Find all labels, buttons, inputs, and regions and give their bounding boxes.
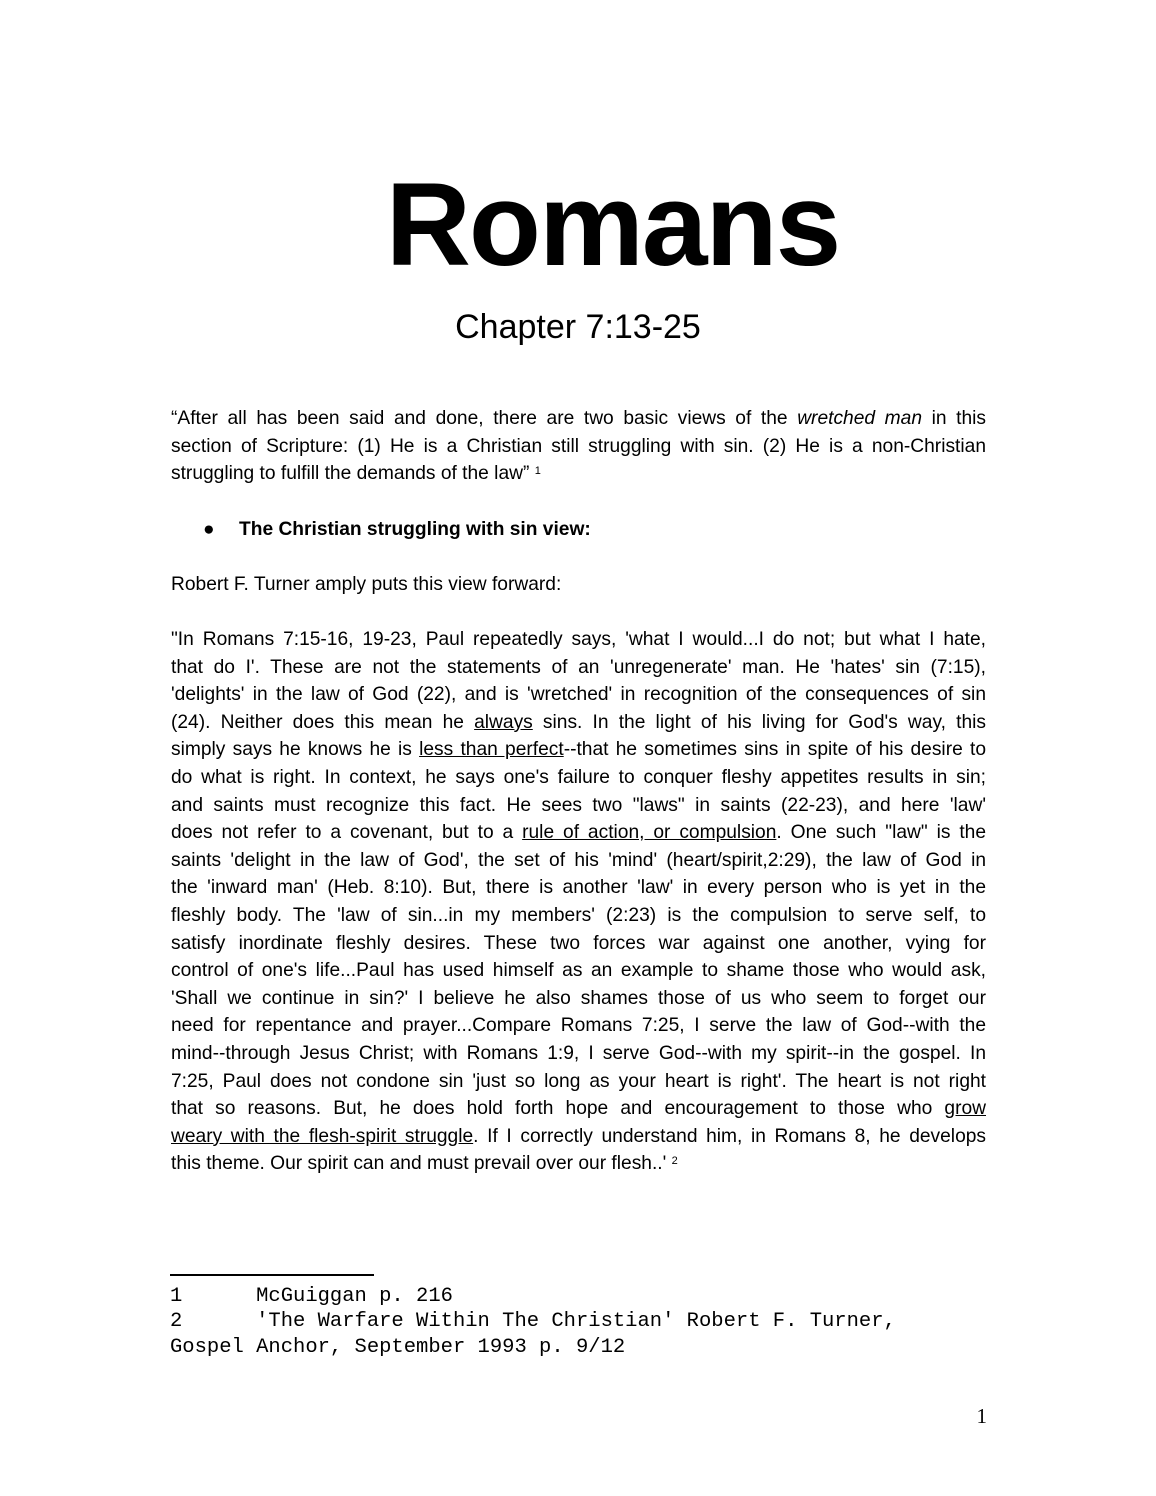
intro-paragraph — [171, 405, 986, 488]
document-title: Romans — [385, 159, 840, 291]
quote-text: (24). Neither does this mean he — [171, 711, 475, 733]
quote-line — [171, 1123, 986, 1151]
quote-text: . One such "law" is the — [776, 822, 987, 844]
quote-text: sins. In the light of his living for God's way, this — [532, 711, 986, 733]
intro-text: struggling to fulfill the demands of the law” — [171, 463, 530, 485]
quote-paragraph — [171, 626, 986, 1178]
quote-line: the 'inward man' (Heb. 8:10). But, there is another 'law' in every person who is yet in the — [171, 877, 986, 899]
quote-text: . If I correctly understand him, in Romans 8, he develops — [473, 1125, 987, 1147]
quote-line — [171, 709, 986, 737]
underlined-text: weary with the flesh-spirit struggle — [171, 1125, 474, 1147]
quote-line: do what is right. In context, he says one's failure to conquer fleshy appetites results in sin; — [171, 766, 986, 788]
quote-text: --that he sometimes sins in spite of his desire to — [563, 739, 986, 761]
quote-line: fleshly body. The 'law of sin...in my members' (2:23) is the compulsion to serve self, to — [171, 904, 986, 926]
quote-line: 'Shall we continue in sin?' I believe he also shames those of us who seem to forget our — [171, 987, 986, 1009]
intro-line: section of Scripture: (1) He is a Christian still struggling with sin. (2) He is a non-Christian — [171, 435, 986, 457]
quote-line: saints 'delight in the law of God', the set of his 'mind' (heart/spirit,2:29), the law of God in — [171, 849, 986, 871]
underlined-text: less than perfect — [419, 739, 564, 761]
underlined-text: always — [474, 711, 533, 733]
page-number: 1 — [976, 1404, 987, 1428]
quote-text: does not refer to a covenant, but to a — [171, 822, 523, 844]
lead-paragraph: Robert F. Turner amply puts this view forward: — [171, 574, 562, 595]
quote-line: satisfy inordinate fleshly desires. These two forces war against one another, vying for — [171, 932, 986, 954]
document-subtitle: Chapter 7:13-25 — [455, 308, 701, 346]
section-heading-text: The Christian struggling with sin view: — [239, 519, 591, 540]
quote-line — [171, 736, 986, 764]
quote-line: 'delights' in the law of God (22), and is 'wretched' in recognition of the consequences of sin — [171, 684, 986, 706]
footnote-1: 1 McGuiggan p. 216 — [170, 1285, 453, 1308]
footnote-2-continued: Gospel Anchor, September 1993 p. 9/12 — [170, 1336, 626, 1359]
footnote-2: 2 'The Warfare Within The Christian' Robert F. Turner, — [170, 1310, 896, 1333]
quote-line: mind--through Jesus Christ; with Romans 1:9, I serve God--with my spirit--in the gospel. In — [171, 1042, 986, 1064]
intro-text: in this — [922, 408, 987, 429]
footnote-ref[interactable]: 1 — [534, 465, 541, 478]
quote-text: that so reasons. But, he does hold forth hope and encouragement to those who — [171, 1098, 945, 1120]
underlined-text: rule of action, or compulsion — [522, 822, 777, 844]
quote-line — [171, 1150, 986, 1178]
quote-line: that do I'. These are not the statements of an 'unregenerate' man. He 'hates' sin (7:15), — [171, 656, 986, 678]
intro-italic-text: wretched man — [797, 408, 922, 429]
intro-line — [171, 405, 986, 433]
footnote-separator — [170, 1274, 374, 1276]
quote-text: simply says he knows he is — [171, 739, 420, 761]
section-heading — [203, 516, 591, 543]
quote-line: and saints must recognize this fact. He sees two "laws" in saints (22-23), and here 'law' — [171, 794, 986, 816]
quote-text: this theme. Our spirit can and must prevail over our flesh..' — [171, 1153, 667, 1175]
quote-line — [171, 1095, 986, 1123]
footnote-ref[interactable]: 2 — [671, 1155, 678, 1168]
intro-line — [171, 460, 986, 488]
quote-line: control of one's life...Paul has used himself as an example to shame those who would ask, — [171, 960, 986, 982]
quote-line: need for repentance and prayer...Compare Romans 7:25, I serve the law of God--with the — [171, 1015, 986, 1037]
quote-line — [171, 819, 986, 847]
intro-text: “After all has been said and done, there are two basic views of the — [171, 408, 798, 429]
quote-line: 7:25, Paul does not condone sin 'just so long as your heart is right'. The heart is not right — [171, 1070, 986, 1092]
quote-line: "In Romans 7:15-16, 19-23, Paul repeatedly says, 'what I would...I do not; but what I hate, — [171, 629, 986, 650]
underlined-text: grow — [944, 1098, 986, 1120]
bullet-icon: ● — [203, 519, 215, 540]
